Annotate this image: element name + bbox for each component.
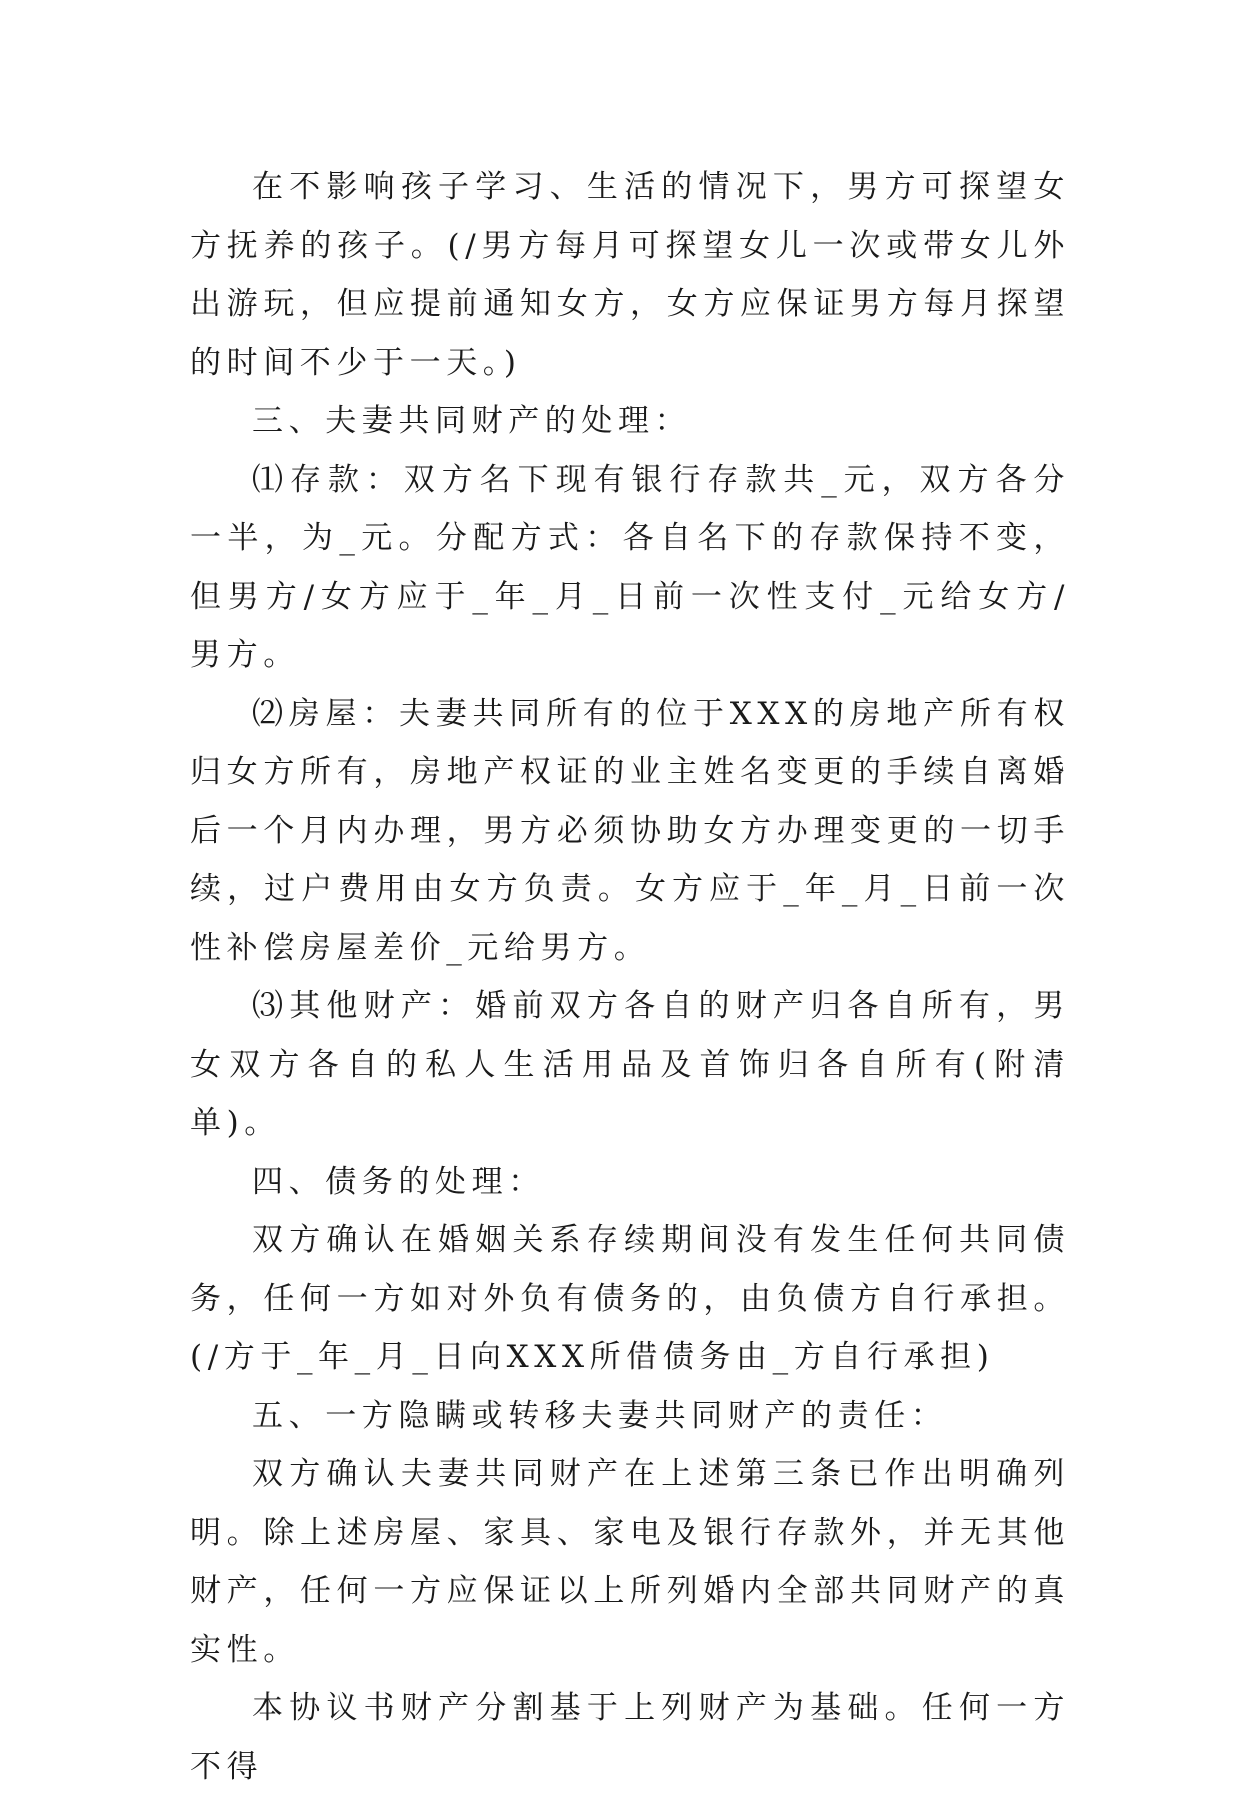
heading-debts: 四、债务的处理： <box>252 1163 545 1200</box>
paragraph-debts: 双方确认在婚姻关系存续期间没有发生任何共同债务，任何一方如对外负有债务的，由负债方自行承担。(/方于_年_月_日向XXX所借债务由_方自行承担) <box>190 1222 1070 1375</box>
paragraph-concealment: 双方确认夫妻共同财产在上述第三条已作出明确列明。除上述房屋、家具、家电及银行存款外，并无其他财产，任何一方应保证以上所列婚内全部共同财产的真实性。 <box>190 1456 1070 1668</box>
paragraph-deposits: ⑴存款：双方名下现有银行存款共_元，双方各分一半，为_元。分配方式：各自名下的存款保持不变，但男方/女方应于_年_月_日前一次性支付_元给女方/男方。 <box>190 461 1070 673</box>
paragraph-visitation: 在不影响孩子学习、生活的情况下，男方可探望女方抚养的孩子。(/男方每月可探望女儿一次或带女儿外出游玩，但应提前通知女方，女方应保证男方每月探望的时间不少于一天。) <box>190 169 1070 381</box>
heading-joint-property: 三、夫妻共同财产的处理： <box>252 403 692 439</box>
heading-concealment: 五、一方隐瞒或转移夫妻共同财产的责任： <box>252 1397 948 1434</box>
document-body <box>190 158 1070 1796</box>
paragraph-division-basis: 本协议书财产分割基于上列财产为基础。任何一方不得 <box>190 1690 1070 1785</box>
paragraph-other-property: ⑶其他财产：婚前双方各自的财产归各自所有，男女双方各自的私人生活用品及首饰归各自所有(附清单)。 <box>190 988 1070 1141</box>
paragraph-house: ⑵房屋：夫妻共同所有的位于XXX的房地产所有权归女方所有，房地产权证的业主姓名变更的手续自离婚后一个月内办理，男方必须协助女方办理变更的一切手续，过户费用由女方负责。女方应于_年_月_日前一次性补偿房屋差价_元给男方。 <box>190 695 1070 966</box>
